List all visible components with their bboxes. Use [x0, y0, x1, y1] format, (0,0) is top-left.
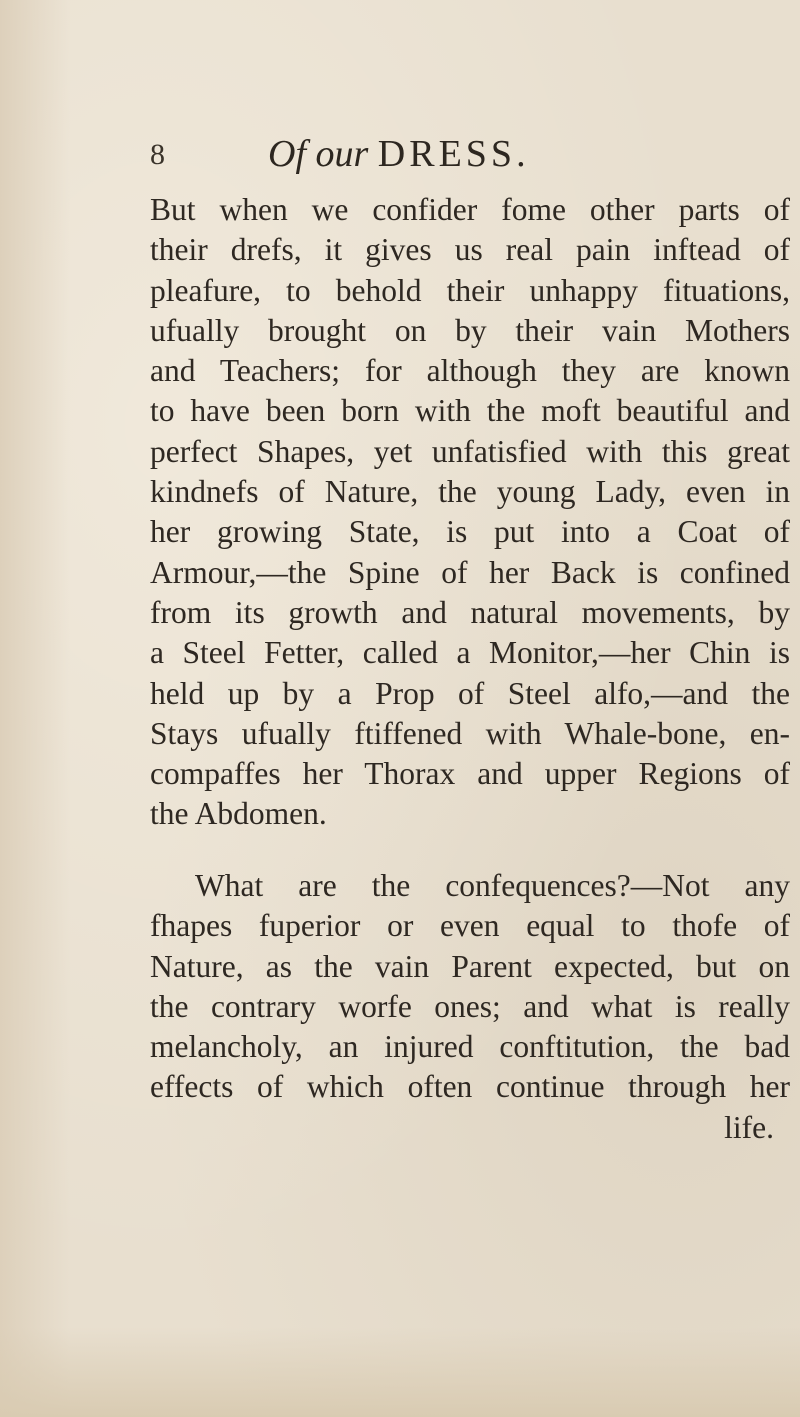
text-line: their drefs, it gives us real pain inftead of: [150, 232, 790, 268]
running-header: [150, 132, 770, 184]
text-line: Stays ufually ftiffened with Whale-bone, en-: [150, 715, 790, 751]
text-line: kindnefs of Nature, the young Lady, even in: [150, 474, 790, 510]
text-line: her growing State, is put into a Coat of: [150, 514, 790, 550]
text-line: the Abdomen.: [150, 796, 327, 832]
running-title-caps: DRESS.: [377, 133, 530, 175]
text-line: and Teachers; for although they are known: [150, 353, 790, 389]
text-line: to have been born with the moft beautiful and: [150, 393, 790, 429]
text-line: melancholy, an injured conftitution, the bad: [150, 1029, 790, 1065]
text-line: held up by a Prop of Steel alfo,—and the: [150, 675, 790, 711]
page-bottom-stain: [0, 1327, 800, 1417]
text-line: pleafure, to behold their unhappy fituations,: [150, 272, 790, 308]
page-number: 8: [150, 138, 165, 171]
page-edge-shadow: [0, 0, 70, 1417]
running-title: [268, 132, 530, 176]
text-line: effects of which often continue through her: [150, 1069, 790, 1105]
text-line: perfect Shapes, yet unfatisfied with this great: [150, 433, 790, 469]
paragraph-2: [150, 866, 790, 1148]
text-line: Nature, as the vain Parent expected, but on: [150, 948, 790, 984]
running-title-italic: Of our: [268, 133, 369, 175]
text-line: fhapes fuperior or even equal to thofe of: [150, 908, 790, 944]
text-line: a Steel Fetter, called a Monitor,—her Chin is: [150, 635, 790, 671]
text-line: compaffes her Thorax and upper Regions of: [150, 756, 790, 792]
text-line: the contrary worfe ones; and what is really: [150, 988, 790, 1024]
text-line: from its growth and natural movements, by: [150, 594, 790, 630]
text-line: ufually brought on by their vain Mothers: [150, 312, 790, 348]
paragraph-1: [150, 190, 790, 835]
text-line: Armour,—the Spine of her Back is confined: [150, 554, 790, 590]
text-line: life.: [724, 1109, 774, 1145]
text-line: But when we confider fome other parts of: [150, 192, 790, 227]
text-line: What are the confequences?—Not any: [195, 868, 790, 903]
